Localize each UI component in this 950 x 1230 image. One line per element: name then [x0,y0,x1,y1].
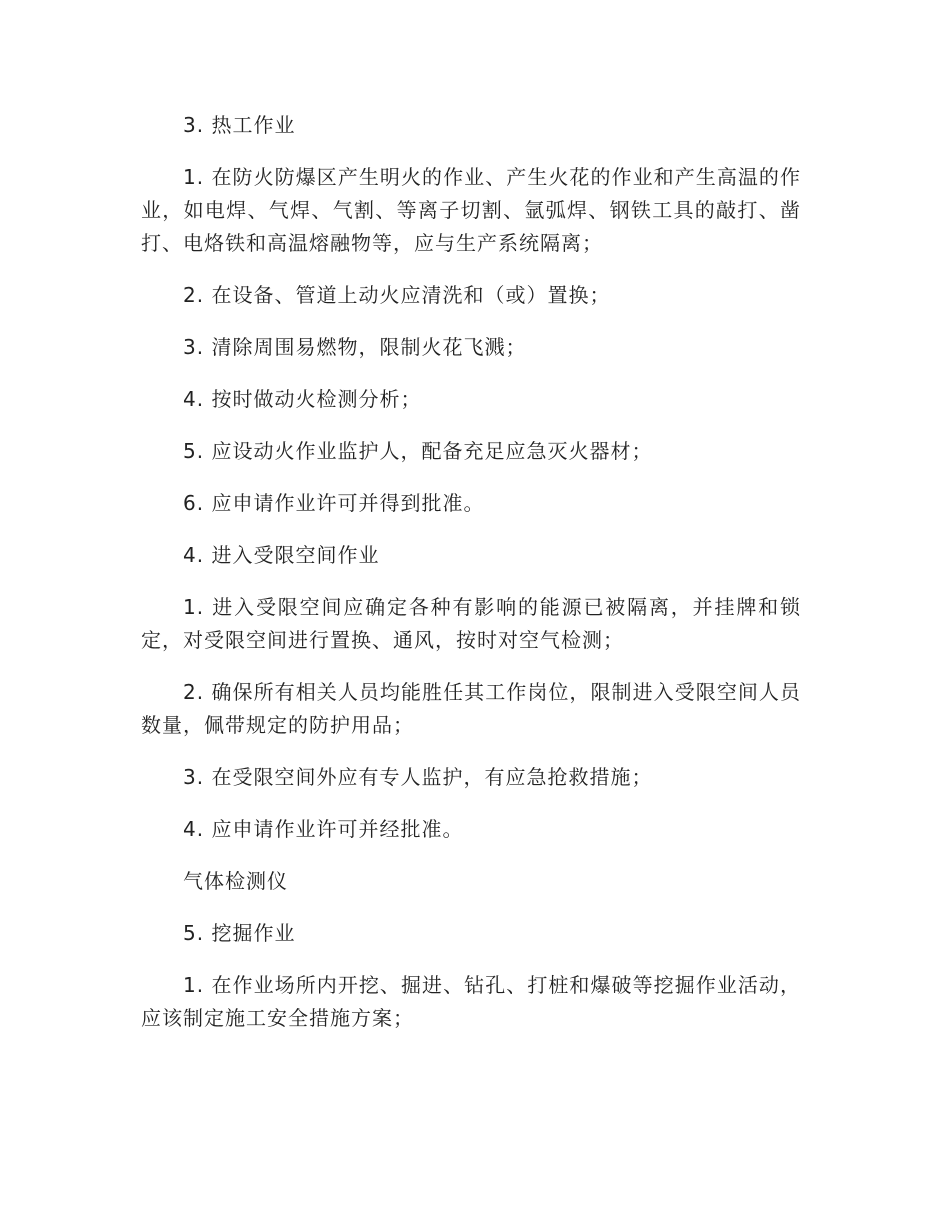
paragraph: 1. 在作业场所内开挖、掘进、钻孔、打桩和爆破等挖掘作业活动，应该制定施工安全措施方案； [141,973,801,1030]
paragraph: 1. 在防火防爆区产生明火的作业、产生火花的作业和产生高温的作业，如电焊、气焊、气割、等离子切割、氩弧焊、钢铁工具的敲打、凿打、电烙铁和高温熔融物等，应与生产系统隔离； [141,165,801,255]
caption-gas-detector: 气体检测仪 [183,869,288,893]
paragraph: 2. 在设备、管道上动火应清洗和（或）置换； [183,283,611,307]
paragraph: 5. 应设动火作业监护人，配备充足应急灭火器材； [183,439,653,463]
paragraph: 3. 在受限空间外应有专人监护，有应急抢救措施； [183,765,653,789]
paragraph: 6. 应申请作业许可并得到批准。 [183,491,485,515]
section-heading-excavation: 5. 挖掘作业 [183,921,296,945]
paragraph: 1. 进入受限空间应确定各种有影响的能源已被隔离，并挂牌和锁定，对受限空间进行置换、通风，按时对空气检测； [141,595,801,652]
paragraph: 4. 应申请作业许可并经批准。 [183,817,464,841]
section-heading-confined-space: 4. 进入受限空间作业 [183,543,380,567]
document-body [141,109,801,1054]
paragraph: 3. 清除周围易燃物，限制火花飞溅； [183,335,527,359]
paragraph: 2. 确保所有相关人员均能胜任其工作岗位，限制进入受限空间人员数量，佩带规定的防护用品； [141,680,801,737]
paragraph: 4. 按时做动火检测分析； [183,387,422,411]
section-heading-hot-work: 3. 热工作业 [183,113,296,137]
